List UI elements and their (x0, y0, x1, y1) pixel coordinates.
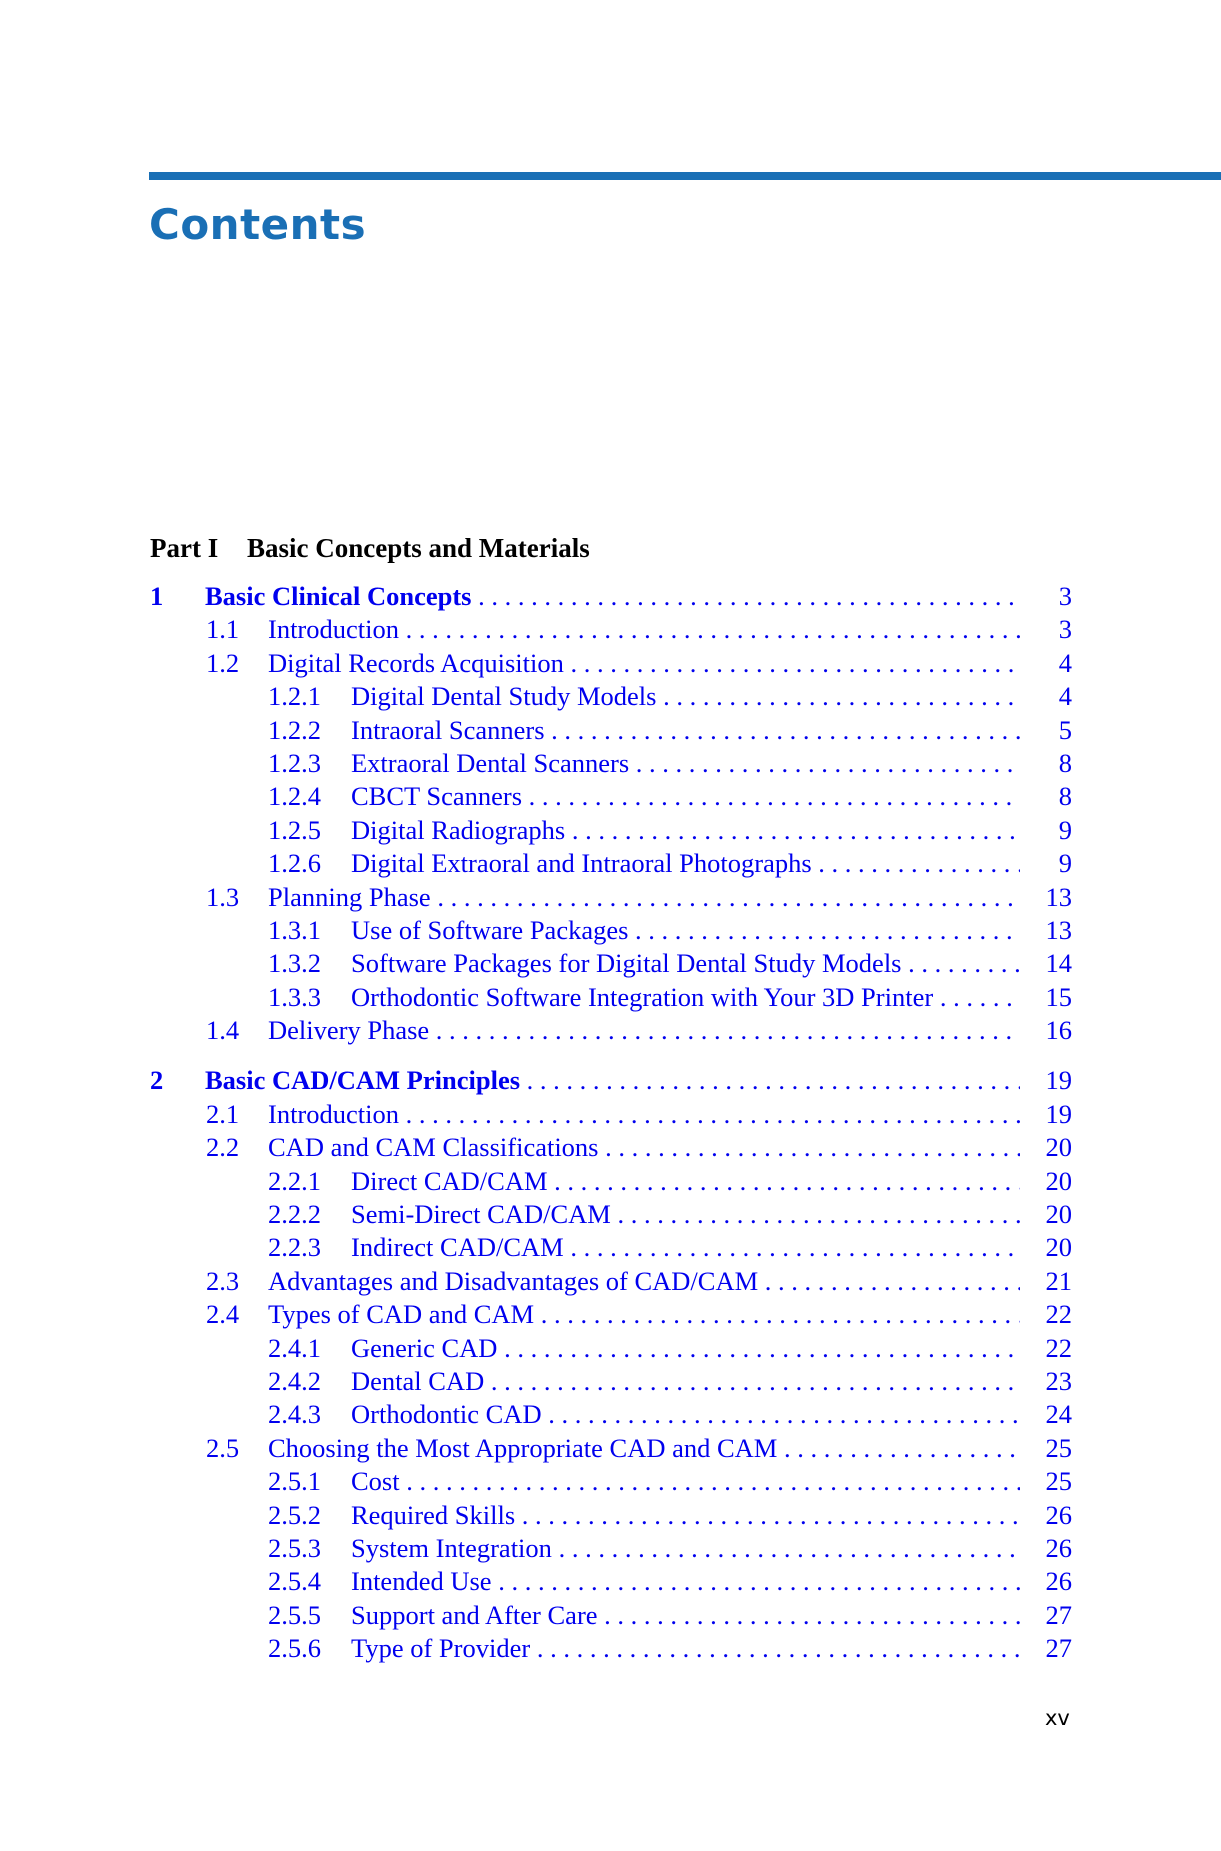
toc-entry-page[interactable]: 13 (1045, 914, 1072, 945)
toc-entry-number: 1.1 (206, 614, 240, 645)
toc-entry-title[interactable]: Dental CAD . . . (351, 1365, 1020, 1398)
toc-entry-page[interactable]: 15 (1045, 981, 1072, 1012)
toc-entry-title[interactable]: Advantages and Disadvantages of CAD/CAM . . . (268, 1265, 1020, 1298)
toc-entry-number: 1 (150, 581, 164, 611)
toc-entry-page[interactable]: 8 (1058, 781, 1072, 812)
toc-entry-title[interactable]: Semi-Direct CAD/CAM . . . (351, 1198, 1020, 1231)
toc-entry-subsection[interactable] (150, 1365, 1072, 1398)
toc-entry-number: 1.2.3 (268, 747, 321, 778)
toc-entry-subsection[interactable] (150, 1599, 1072, 1632)
toc-entry-subsection[interactable] (150, 1565, 1072, 1598)
toc-entry-section[interactable] (150, 881, 1072, 914)
toc-entry-title[interactable]: Software Packages for Digital Dental Study Models . . . (351, 947, 1020, 980)
toc-entry-page[interactable]: 27 (1045, 1633, 1072, 1664)
toc-entry-number: 2.2.3 (268, 1232, 321, 1263)
toc-entry-subsection[interactable] (150, 1198, 1072, 1231)
toc-entry-number: 2 (150, 1065, 164, 1096)
toc-entry-number: 2.5.2 (268, 1499, 321, 1530)
toc-entry-number: 1.2.6 (268, 848, 321, 879)
toc-entry-page[interactable]: 27 (1045, 1599, 1072, 1630)
toc-entry-title[interactable]: Intraoral Scanners . . . (351, 714, 1020, 747)
toc-entry-page[interactable]: 9 (1058, 814, 1072, 845)
toc-entry-title[interactable]: Introduction . . . (268, 1098, 1020, 1131)
toc-entry-number: 1.3.1 (268, 914, 321, 945)
toc-entry-page[interactable]: 25 (1045, 1432, 1072, 1463)
toc-entry-title[interactable]: Delivery Phase . . . (268, 1014, 1020, 1047)
toc-entry-number: 2.4.2 (268, 1365, 321, 1396)
toc-entry-title[interactable]: Intended Use . . . (351, 1565, 1020, 1598)
toc-entry-title[interactable]: Extraoral Dental Scanners . . . (351, 747, 1020, 780)
toc-entry-number: 2.5 (206, 1432, 240, 1463)
toc-entry-title[interactable]: Introduction . . . (268, 613, 1020, 646)
toc-entry-subsection[interactable] (150, 1165, 1072, 1198)
toc-entry-section[interactable] (150, 613, 1072, 646)
toc-entry-subsection[interactable] (150, 1231, 1072, 1264)
toc-entry-page[interactable]: 22 (1045, 1332, 1072, 1363)
toc-entry-number: 2.5.4 (268, 1566, 321, 1597)
toc-entry-page[interactable]: 4 (1058, 681, 1072, 712)
toc-entry-chapter[interactable] (150, 1064, 1072, 1097)
toc-entry-page[interactable]: 20 (1045, 1232, 1072, 1263)
header-rule (149, 172, 1221, 180)
toc-entry-section[interactable] (150, 1265, 1072, 1298)
toc-entry-title[interactable]: CAD and CAM Classifications . . . (268, 1131, 1020, 1164)
toc-entry-subsection[interactable] (150, 747, 1072, 780)
toc-entry-section[interactable] (150, 1131, 1072, 1164)
toc-entry-subsection[interactable] (150, 1632, 1072, 1665)
toc-entry-title[interactable]: Planning Phase . . . (268, 881, 1020, 914)
toc-entry-section[interactable] (150, 647, 1072, 680)
toc-entry-title[interactable]: Orthodontic Software Integration with Your 3D Printer . . . (351, 981, 1020, 1014)
toc-entry-title[interactable]: Basic CAD/CAM Principles . . . (205, 1064, 1020, 1097)
toc-entry-page[interactable]: 26 (1045, 1499, 1072, 1530)
toc-entry-page[interactable]: 20 (1045, 1165, 1072, 1196)
toc-entry-section[interactable] (150, 1432, 1072, 1465)
toc-entry-subsection[interactable] (150, 847, 1072, 880)
toc-entry-page[interactable]: 9 (1058, 848, 1072, 879)
toc-entry-number: 2.2.2 (268, 1199, 321, 1230)
toc-entry-number: 2.5.6 (268, 1633, 321, 1664)
toc-entry-subsection[interactable] (150, 914, 1072, 947)
toc-entry-subsection[interactable] (150, 981, 1072, 1014)
toc-entry-page[interactable]: 22 (1045, 1299, 1072, 1330)
toc-entry-chapter[interactable] (150, 580, 1072, 613)
toc-entry-number: 2.2.1 (268, 1165, 321, 1196)
toc-entry-number: 1.3.3 (268, 981, 321, 1012)
toc-entry-number: 1.3.2 (268, 948, 321, 979)
toc-entry-number: 2.2 (206, 1132, 240, 1163)
toc-entry-number: 1.2.2 (268, 714, 321, 745)
toc-entry-title[interactable]: Types of CAD and CAM . . . (268, 1298, 1020, 1331)
toc-entry-title[interactable]: System Integration . . . (351, 1532, 1020, 1565)
toc-entry-page[interactable]: 24 (1045, 1399, 1072, 1430)
toc-entry-title[interactable]: Required Skills . . . (351, 1499, 1020, 1532)
toc-entry-number: 2.4 (206, 1299, 240, 1330)
toc-entry-page[interactable]: 14 (1045, 948, 1072, 979)
toc-entry-page[interactable]: 23 (1045, 1365, 1072, 1396)
toc-entry-number: 2.3 (206, 1265, 240, 1296)
toc-entry-subsection[interactable] (150, 814, 1072, 847)
toc-entry-title[interactable]: Direct CAD/CAM . . . (351, 1165, 1020, 1198)
toc-entry-number: 1.2.5 (268, 814, 321, 845)
toc-entry-number: 2.5.1 (268, 1466, 321, 1497)
toc-entry-page[interactable]: 20 (1045, 1199, 1072, 1230)
toc-entry-number: 2.4.1 (268, 1332, 321, 1363)
toc-entry-page[interactable]: 21 (1045, 1265, 1072, 1296)
toc-entry-page[interactable]: 16 (1045, 1015, 1072, 1046)
toc-entry-page[interactable]: 25 (1045, 1466, 1072, 1497)
toc-entry-title[interactable]: Choosing the Most Appropriate CAD and CAM . . . (268, 1432, 1020, 1465)
toc-entry-section[interactable] (150, 1098, 1072, 1131)
part-heading (150, 533, 590, 564)
toc-entry-title[interactable]: Indirect CAD/CAM . . . (351, 1231, 1020, 1264)
toc-entry-subsection[interactable] (150, 680, 1072, 713)
toc-entry-title[interactable]: Digital Radiographs . . . (351, 814, 1020, 847)
toc-entry-page[interactable]: 5 (1058, 714, 1072, 745)
toc-entry-page[interactable]: 19 (1045, 1098, 1072, 1129)
toc-entry-page[interactable]: 26 (1045, 1532, 1072, 1563)
toc-entry-subsection[interactable] (150, 1499, 1072, 1532)
toc-entry-page[interactable]: 13 (1045, 881, 1072, 912)
toc-entry-title[interactable]: Generic CAD . . . (351, 1332, 1020, 1365)
toc-entry-number: 1.3 (206, 881, 240, 912)
toc-entry-title[interactable]: Digital Records Acquisition . . . (268, 647, 1020, 680)
part-number: Part I (150, 533, 219, 563)
toc-entry-title[interactable]: Cost . . . (351, 1465, 1020, 1498)
toc-entry-subsection[interactable] (150, 1398, 1072, 1431)
toc-entry-title[interactable]: CBCT Scanners . . . (351, 780, 1020, 813)
toc-entry-subsection[interactable] (150, 780, 1072, 813)
toc-entry-number: 2.5.3 (268, 1532, 321, 1563)
toc-entry-number: 1.2.1 (268, 681, 321, 712)
toc-entry-title[interactable]: Orthodontic CAD . . . (351, 1398, 1020, 1431)
part-title: Basic Concepts and Materials (247, 533, 590, 563)
toc-entry-page[interactable]: 4 (1058, 647, 1072, 678)
toc-entry-title[interactable]: Basic Clinical Concepts . . . (205, 580, 1020, 613)
toc-entry-title[interactable]: Digital Extraoral and Intraoral Photographs . . . (351, 847, 1020, 880)
toc-entry-page[interactable]: 20 (1045, 1132, 1072, 1163)
toc-entry-number: 1.4 (206, 1015, 240, 1046)
toc-entry-title[interactable]: Support and After Care . . . (351, 1599, 1020, 1632)
contents-heading: Contents (149, 200, 367, 249)
toc-entry-number: 2.5.5 (268, 1599, 321, 1630)
toc-entry-page[interactable]: 26 (1045, 1566, 1072, 1597)
toc-entry-number: 2.1 (206, 1098, 240, 1129)
table-of-contents (150, 580, 1072, 1666)
toc-entry-subsection[interactable] (150, 1332, 1072, 1365)
toc-entry-subsection[interactable] (150, 947, 1072, 980)
page-folio: xv (1045, 1706, 1070, 1730)
toc-entry-title[interactable]: Use of Software Packages . . . (351, 914, 1020, 947)
toc-entry-page[interactable]: 8 (1058, 747, 1072, 778)
toc-entry-number: 2.4.3 (268, 1399, 321, 1430)
toc-entry-number: 1.2 (206, 647, 240, 678)
toc-entry-subsection[interactable] (150, 1532, 1072, 1565)
toc-entry-title[interactable]: Digital Dental Study Models . . . (351, 680, 1020, 713)
toc-entry-section[interactable] (150, 1298, 1072, 1331)
toc-entry-page[interactable]: 3 (1058, 581, 1072, 611)
toc-entry-page[interactable]: 3 (1058, 614, 1072, 645)
toc-entry-subsection[interactable] (150, 714, 1072, 747)
toc-entry-subsection[interactable] (150, 1465, 1072, 1498)
toc-entry-title[interactable]: Type of Provider . . . (351, 1632, 1020, 1665)
toc-entry-page[interactable]: 19 (1045, 1065, 1072, 1096)
toc-entry-number: 1.2.4 (268, 781, 321, 812)
toc-entry-section[interactable] (150, 1014, 1072, 1047)
